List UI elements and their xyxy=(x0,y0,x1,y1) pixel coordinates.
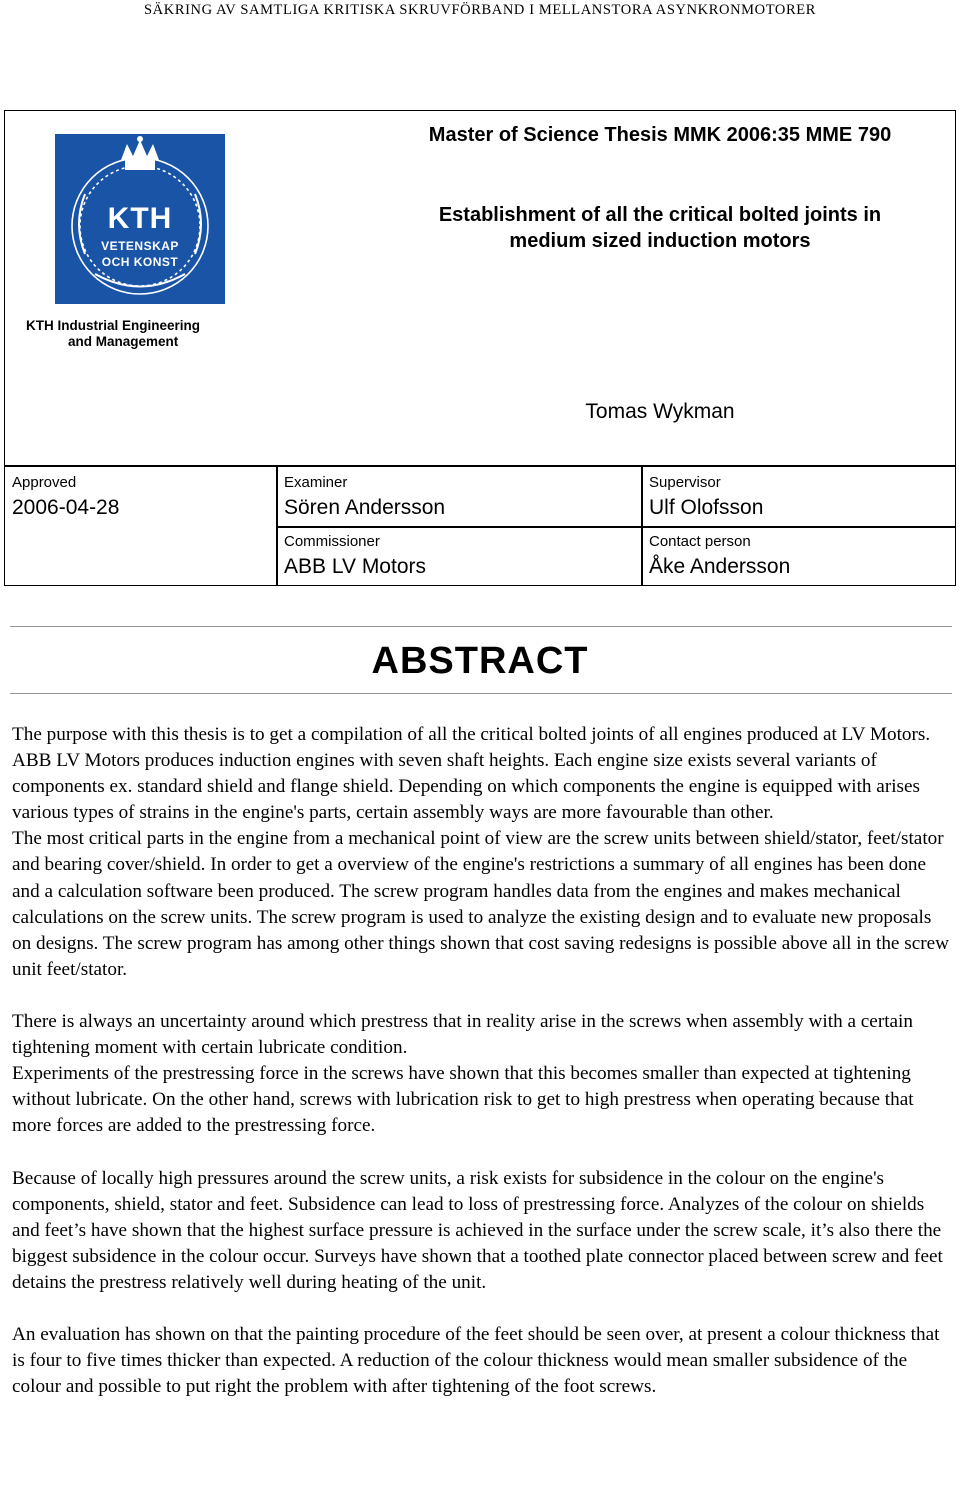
logo-kth-text: KTH xyxy=(107,202,173,235)
examiner-label: Examiner xyxy=(284,474,348,491)
info-table-top-border xyxy=(4,465,956,467)
thesis-title-line-1: Establishment of all the critical bolted joints in xyxy=(438,204,882,226)
department-line-2: and Management xyxy=(68,334,179,349)
thesis-title xyxy=(360,202,960,254)
abstract-bottom-rule xyxy=(10,693,952,694)
author-name: Tomas Wykman xyxy=(585,400,735,423)
abstract-body xyxy=(12,722,952,1400)
thesis-number: Master of Science Thesis MMK 2006:35 MME 790 xyxy=(428,124,892,146)
commissioner-label: Commissioner xyxy=(284,533,380,550)
abstract-paragraph-4: Experiments of the prestressing force in the screws have shown that this becomes smaller than expected at tightening without lubricate. On the other hand, screws with lubrication risk to get to high prestress when operating because that more forces are added to the prestressing force. xyxy=(12,1063,914,1137)
logo-subtitle-2: OCH KONST xyxy=(101,255,179,269)
supervisor-label: Supervisor xyxy=(649,474,721,491)
abstract-paragraph-6: An evaluation has shown on that the painting procedure of the feet should be seen over, at present a colour thickness that is four to five times thicker than expected. A reduction of the colour thickness would mean smaller subsidence of the colour and possible to put right the problem with after tightening of the foot screws. xyxy=(12,1324,940,1398)
contact-person-value: Åke Andersson xyxy=(649,555,791,578)
abstract-paragraph-3: There is always an uncertainty around which prestress that in reality arise in the screws when assembly with a certain tightening moment with certain lubricate condition. xyxy=(12,1011,913,1059)
abstract-paragraph-1: The purpose with this thesis is to get a compilation of all the critical bolted joints of all engines produced at LV Motors. ABB LV Motors produces induction engines with seven shaft heights. Each engine size exists several variants of components ex. standard shield and flange shield. Depending on which components the engine is equipped with arises various types of strains in the engine's parts, certain assembly ways are more favourable than other. xyxy=(12,724,931,824)
commissioner-value: ABB LV Motors xyxy=(284,555,426,578)
abstract-top-rule xyxy=(10,626,952,627)
department-line-1: KTH Industrial Engineering xyxy=(26,318,201,333)
thesis-title-line-2: medium sized induction motors xyxy=(509,230,811,252)
info-table-divider-1 xyxy=(276,465,278,586)
abstract-paragraph-5: Because of locally high pressures around the screw units, a risk exists for subsidence in the colour on the engine's components, shield, stator and feet. Subsidence can lead to loss of prestressing force. Analyzes of the colour on shields and feet’s have shown that the highest surface pressure is achieved in the surface under the screw scale, it’s also there the biggest subsidence in the colour occur. Surveys have shown that a toothed plate connector placed between screw and feet detains the prestress relatively well during heating of the unit. xyxy=(12,1167,943,1293)
contact-person-label: Contact person xyxy=(649,533,751,550)
approved-label: Approved xyxy=(12,474,77,491)
supervisor-value: Ulf Olofsson xyxy=(649,496,764,519)
abstract-heading: ABSTRACT xyxy=(371,640,589,682)
running-header: SÄKRING AV SAMTLIGA KRITISKA SKRUVFÖRBAND I MELLANSTORA ASYNKRONMOTORER xyxy=(144,2,816,18)
approved-value: 2006-04-28 xyxy=(12,496,120,519)
abstract-paragraph-2: The most critical parts in the engine from a mechanical point of view are the screw units between shield/stator, feet/stator and bearing cover/shield. In order to get a overview of the engine's restrictions a summary of all engines has been done and a calculation software been produced. The screw program handles data from the engines and makes mechanical calculations on the screw units. The screw program is used to analyze the existing design and to evaluate new proposals on designs. The screw program has among other things shown that cost saving redesigns is possible above all in the screw unit feet/stator. xyxy=(12,828,949,980)
info-table-middle-border xyxy=(276,526,956,528)
department-name xyxy=(26,318,256,350)
examiner-value: Sören Andersson xyxy=(284,496,446,519)
logo-subtitle-1: VETENSKAP xyxy=(101,239,179,253)
info-table-divider-2 xyxy=(641,465,643,586)
kth-logo xyxy=(55,134,225,304)
